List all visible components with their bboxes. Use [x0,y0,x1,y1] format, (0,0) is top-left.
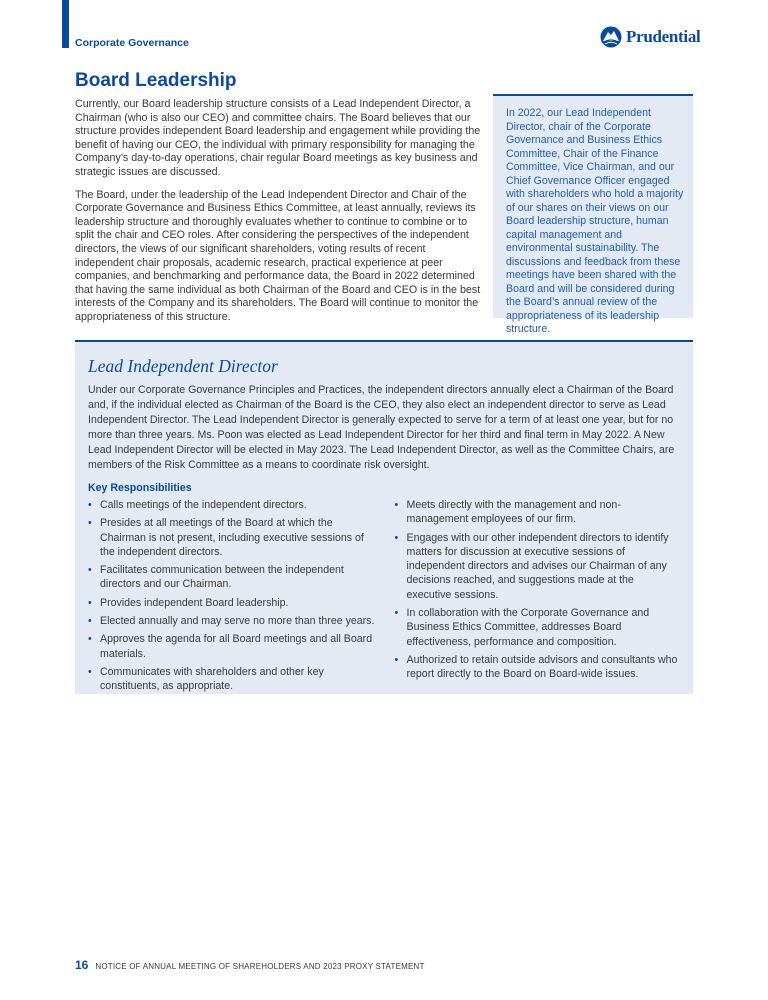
accent-bar [62,0,69,48]
page-footer [75,958,425,972]
responsibility-item: • Presides at all meetings of the Board at which the Chairman is not present, including executive sessions of the independent directors. [88,516,375,559]
section-label: Corporate Governance [75,37,189,49]
engagement-callout: In 2022, our Lead Independent Director, chair of the Corporate Governance and Business Ethics Committee, Chair of the Finance Committee, Vice Chairman, and our Chief Governance Officer engaged with shareholders who hold a majority of our shares on their views on our Board leadership structure, human capital management and environmental sustainability. The discussions and feedback from these meetings have been shared with the Board and will be considered during the Board’s annual review of the appropriateness of its leadership structure. [493,94,693,318]
page-title: Board Leadership [75,70,237,91]
responsibilities-heading: Key Responsibilities [88,482,192,494]
lid-body-text: Under our Corporate Governance Principles and Practices, the independent directors annually elect a Chairman of the Board and, if the individual elected as Chairman of the Board is the CEO, they also elect an independent director to serve as Lead Independent Director. The Lead Independent Director is generally expected to serve for a term of at least one year, but for no more than three years. Ms. Poon was elected as Lead Independent Director for her third and final term in May 2022. A New Lead Independent Director will be elected in May 2023. The Lead Independent Director, as well as the Committee Chairs, are members of the Risk Committee as a means to coordinate risk oversight. [88,384,675,471]
responsibility-item: • Authorized to retain outside advisors and consultants who report directly to the Board on Board-wide issues. [395,653,682,682]
responsibilities-right-column [395,498,682,698]
page-number: 16 [75,958,89,972]
prudential-logo [600,24,700,50]
responsibility-item: • Engages with our other independent directors to identify matters for discussion at executive sessions of independent directors and advises our Chairman of any decisions reached, and suggestions made at the executive sessions. [395,531,682,602]
responsibility-item: • Facilitates communication between the independent directors and our Chairman. [88,563,375,592]
intro-text [75,98,485,334]
footer-text: NOTICE OF ANNUAL MEETING OF SHAREHOLDERS AND 2023 PROXY STATEMENT [95,962,425,971]
responsibilities-left-column [88,498,375,698]
intro-paragraph: Currently, our Board leadership structure consists of a Lead Independent Director, a Chairman (who is also our CEO) and committee chairs. The Board believes that our structure provides independent Board leadership and engagement while providing the benefit of having our CEO, the individual with primary responsibility for managing the Company’s day-to-day operations, chair regular Board meetings as key business and strategic issues are discussed. [75,98,481,178]
lead-independent-director-box [75,340,693,694]
responsibility-item: • Provides independent Board leadership. [88,596,375,610]
responsibility-item: • Elected annually and may serve no more than three years. [88,614,375,628]
responsibility-item: • Meets directly with the management and non-management employees of our firm. [395,498,682,527]
responsibility-item: • Approves the agenda for all Board meetings and all Board materials. [88,632,375,661]
logo-text: Prudential [626,27,701,46]
responsibility-item: • Communicates with shareholders and other key constituents, as appropriate. [88,665,375,694]
rock-logo-icon [600,26,622,48]
responsibility-item: • In collaboration with the Corporate Governance and Business Ethics Committee, addresses Board effectiveness, performance and composition. [395,606,682,649]
intro-paragraph: The Board, under the leadership of the Lead Independent Director and Chair of the Corporate Governance and Business Ethics Committee, at least annually, reviews its leadership structure and thoroughly evaluates whether to continue to combine or to split the chair and CEO roles. After considering the perspectives of the independent directors, the views of our significant shareholders, voting results of recent independent chair proposals, academic research, practical experience at peer companies, and benchmarking and performance data, the Board in 2022 determined that having the same individual as both Chairman of the Board and CEO is in the best interests of the Company and its shareholders. The Board will continue to monitor the appropriateness of this structure. [75,188,481,323]
responsibility-item: • Calls meetings of the independent directors. [88,498,375,512]
section-heading: Lead Independent Director [88,356,278,376]
